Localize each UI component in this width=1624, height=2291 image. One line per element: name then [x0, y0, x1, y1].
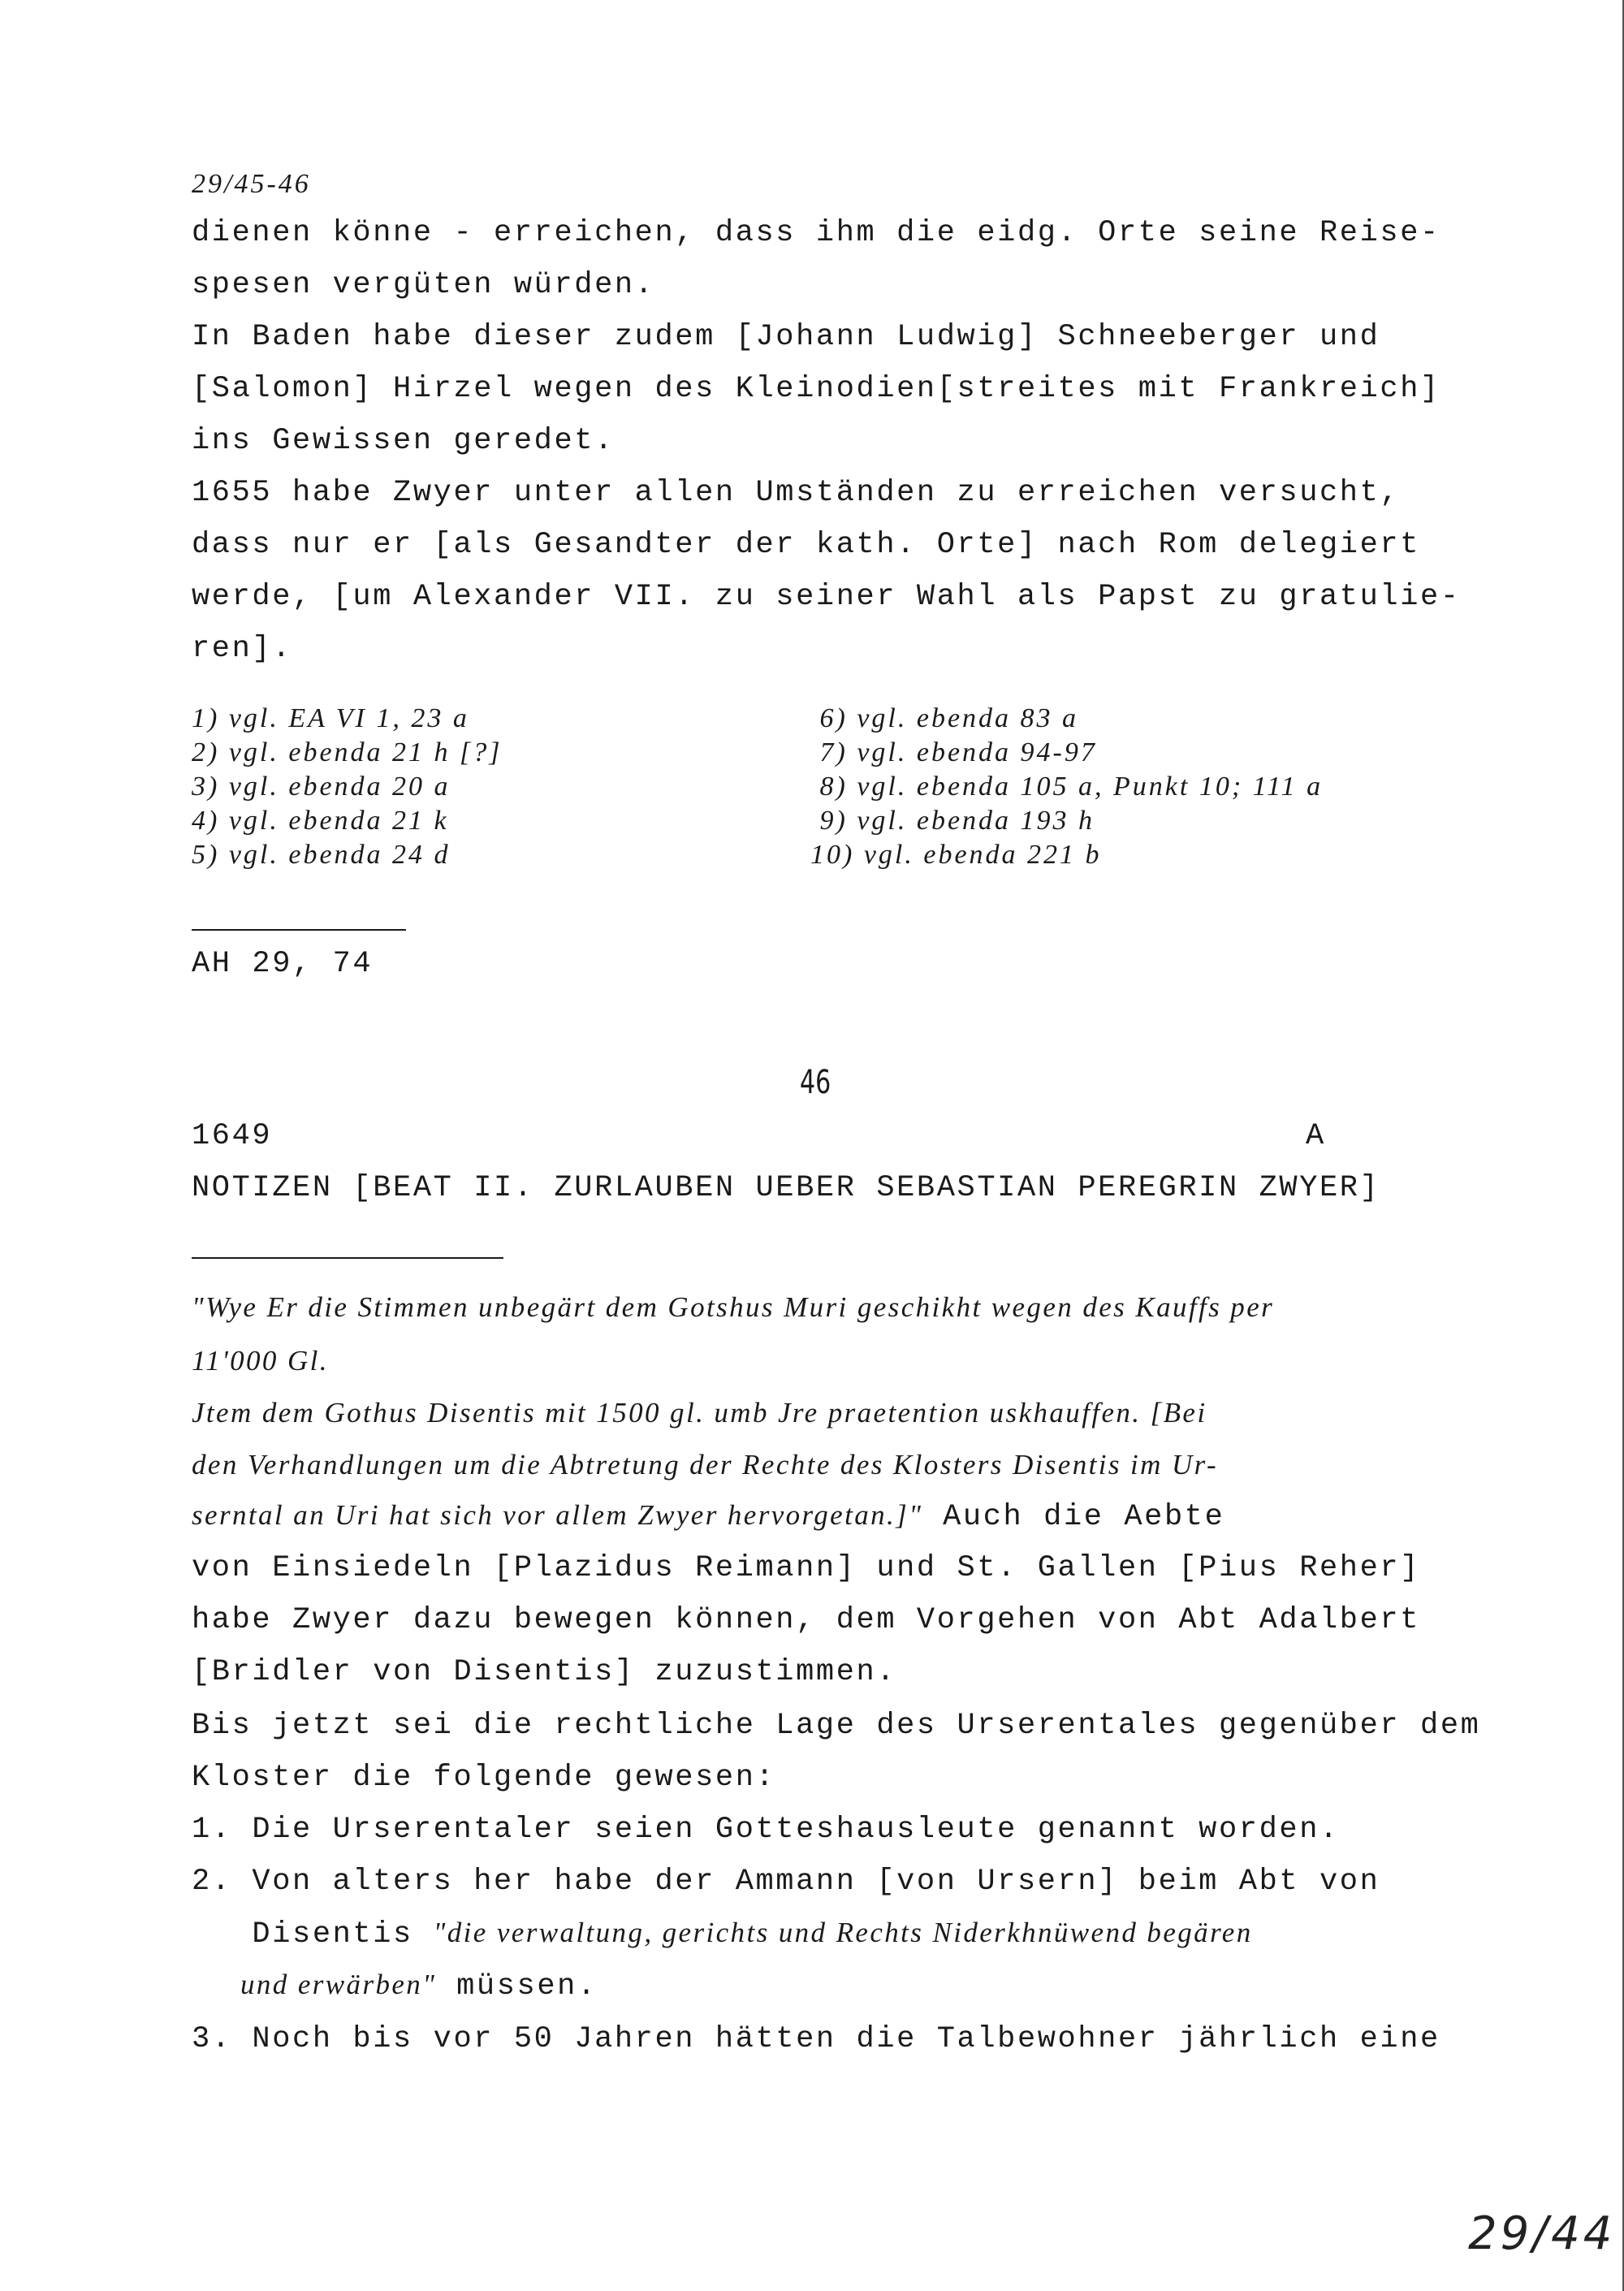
text-line: dass nur er [als Gesandter der kath. Orte] nach Rom delegiert: [192, 528, 1421, 562]
list-item-continuation: [192, 1917, 1253, 1952]
text-line: Bis jetzt sei die rechtliche Lage des Urserentales gegenüber dem: [192, 1709, 1481, 1743]
footnote-separator: [192, 929, 406, 931]
handwritten-page-number: 29/44: [1468, 2207, 1616, 2260]
quote-line: "Wye Er die Stimmen unbegärt dem Gotshus Muri geschikht wegen des Kauffs per: [192, 1291, 1275, 1323]
entry-title: NOTIZEN [BEAT II. ZURLAUBEN UEBER SEBASTIAN PEREGRIN ZWYER]: [192, 1171, 1380, 1205]
footnote: 8) vgl. ebenda 105 a, Punkt 10; 111 a: [810, 772, 1324, 802]
entry-year: 1649: [192, 1119, 273, 1153]
text-line: dienen könne - erreichen, dass ihm die eidg. Orte seine Reise-: [192, 216, 1440, 250]
text-line: [Bridler von Disentis] zuzustimmen.: [192, 1655, 897, 1689]
text-line: In Baden habe dieser zudem [Johann Ludwig] Schneeberger und: [192, 320, 1380, 354]
list-item: 1. Die Urserentaler seien Gotteshausleute genannt worden.: [192, 1813, 1340, 1847]
footnote: 5) vgl. ebenda 24 d: [192, 840, 451, 870]
quote-line: Jtem dem Gothus Disentis mit 1500 gl. umb Jre praetention uskhauffen. [Bei: [192, 1397, 1207, 1429]
quote-line: den Verhandlungen um die Abtretung der Rechte des Klosters Disentis im Ur-: [192, 1449, 1219, 1481]
footnote: 7) vgl. ebenda 94-97: [810, 737, 1097, 767]
list-item-continuation: [240, 1969, 598, 2004]
footnote: 2) vgl. ebenda 21 h [?]: [192, 737, 503, 767]
quote-end: serntal an Uri hat sich vor allem Zwyer hervorgetan.]": [192, 1499, 923, 1531]
text-line: spesen vergüten würden.: [192, 268, 655, 302]
quote-line: 11'000 Gl.: [192, 1345, 329, 1377]
text-line: ren].: [192, 632, 293, 666]
title-separator: [192, 1257, 503, 1259]
text-line: werde, [um Alexander VII. zu seiner Wahl als Papst zu gratulie-: [192, 580, 1461, 614]
text-line: ins Gewissen geredet.: [192, 424, 615, 458]
entry-number: 46: [800, 1064, 831, 1101]
footnote: 10) vgl. ebenda 221 b: [810, 840, 1102, 870]
footnote: 1) vgl. EA VI 1, 23 a: [192, 703, 469, 733]
footnote: 4) vgl. ebenda 21 k: [192, 806, 449, 836]
entry-class: A: [1306, 1119, 1326, 1153]
text-segment: Disentis: [192, 1917, 434, 1952]
text-line: Kloster die folgende gewesen:: [192, 1761, 776, 1795]
source-reference: AH 29, 74: [192, 947, 374, 981]
footnote: 6) vgl. ebenda 83 a: [810, 703, 1079, 733]
reference-header: 29/45-46: [192, 169, 311, 199]
quote-segment: und erwärben": [240, 1969, 437, 2000]
text-line: 1655 habe Zwyer unter allen Umständen zu erreichen versucht,: [192, 476, 1401, 510]
quote-segment: "die verwaltung, gerichts und Rechts Niderkhnüwend begären: [433, 1917, 1253, 1948]
footnote: 3) vgl. ebenda 20 a: [192, 772, 451, 802]
text-line: habe Zwyer dazu bewegen können, dem Vorgehen von Abt Adalbert: [192, 1603, 1421, 1637]
list-item: 3. Noch bis vor 50 Jahren hätten die Talbewohner jährlich eine: [192, 2022, 1440, 2056]
list-item: 2. Von alters her habe der Ammann [von Ursern] beim Abt von: [192, 1865, 1380, 1899]
text-line: von Einsiedeln [Plazidus Reimann] und St. Gallen [Pius Reher]: [192, 1551, 1421, 1585]
text-continuation: Auch die Aebte: [922, 1500, 1225, 1534]
text-segment: müssen.: [436, 1969, 598, 2004]
text-line: [Salomon] Hirzel wegen des Kleinodien[streites mit Frankreich]: [192, 372, 1440, 406]
footnote: 9) vgl. ebenda 193 h: [810, 806, 1095, 836]
mixed-line: [192, 1499, 1224, 1534]
